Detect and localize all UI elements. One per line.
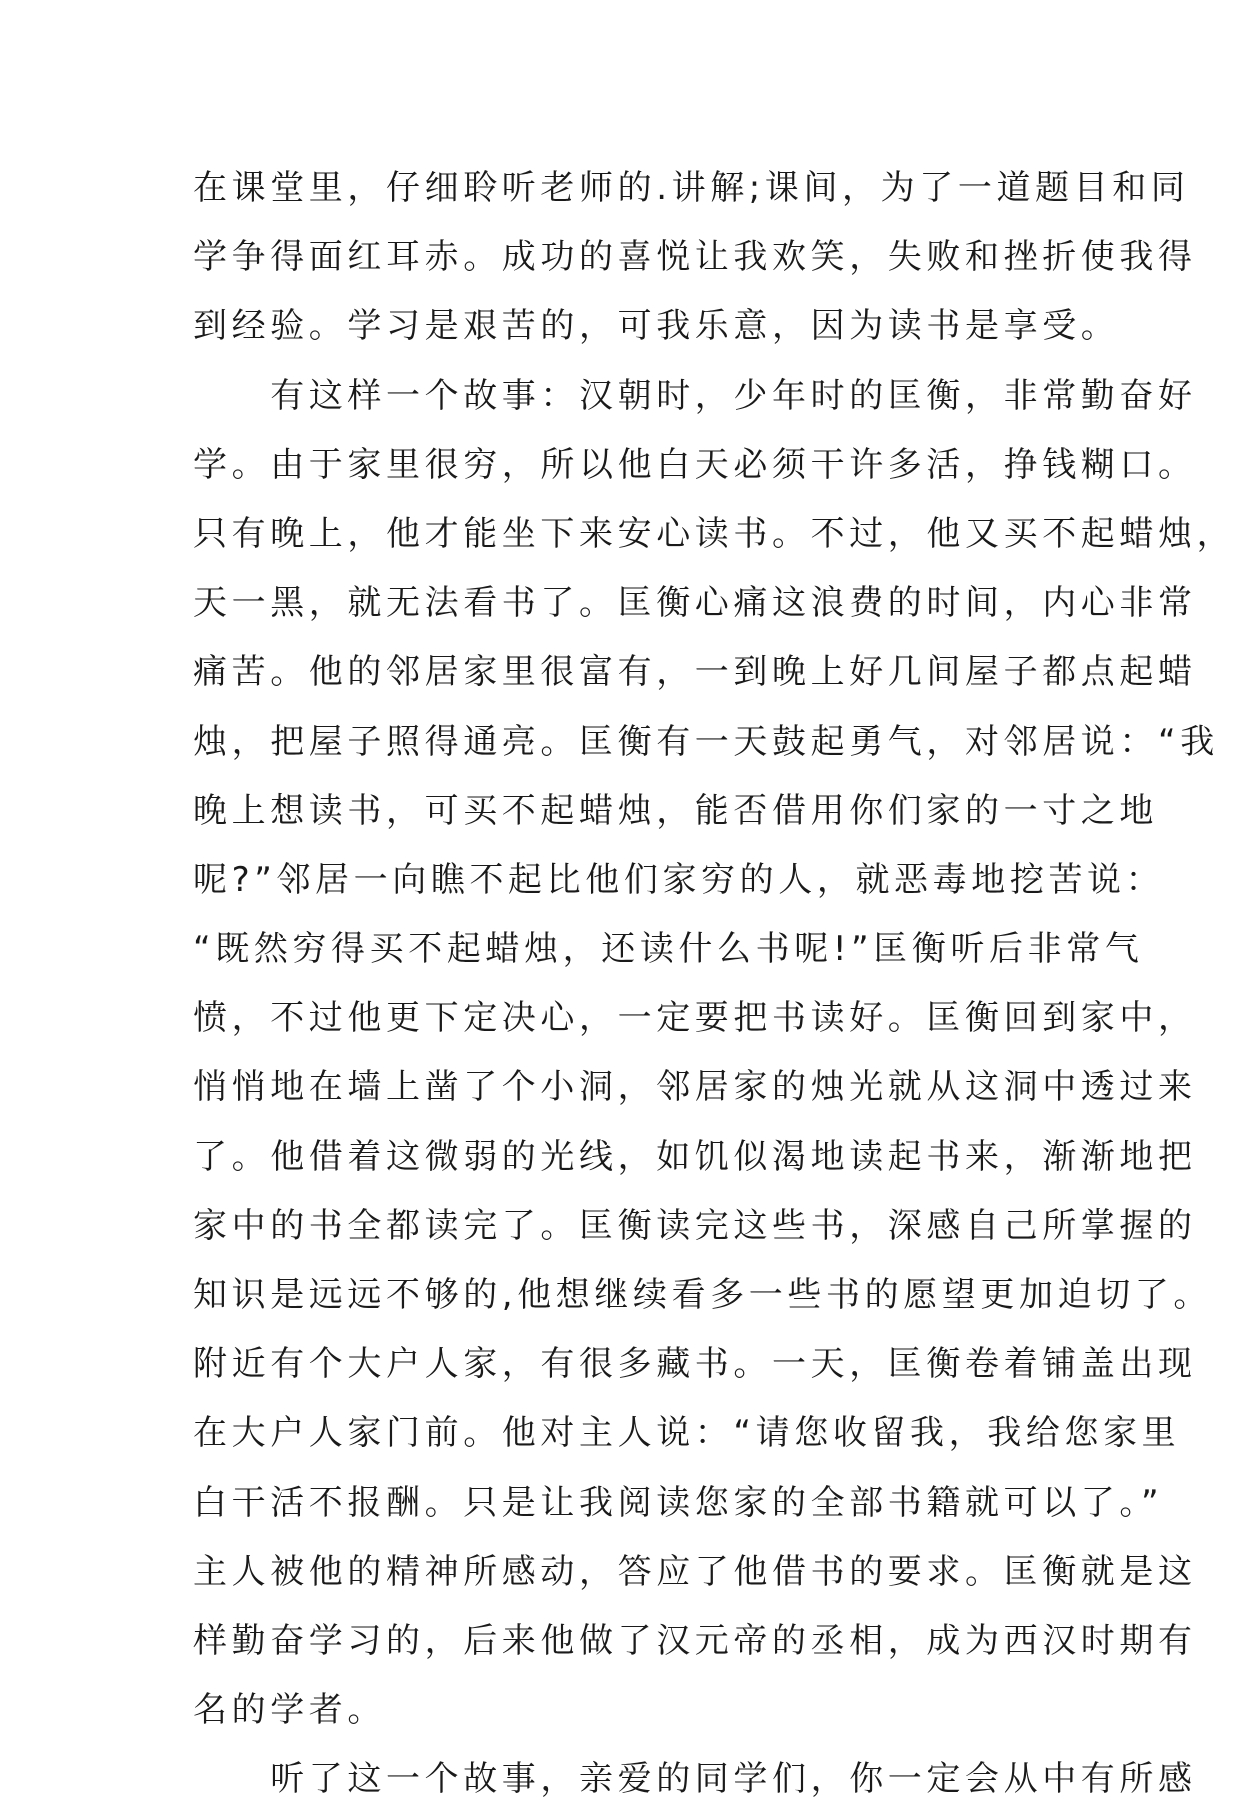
text-line: 名的学者。 <box>193 1690 386 1731</box>
text-line: 愤，不过他更下定决心，一定要把书读好。匡衡回到家中， <box>193 998 1197 1039</box>
text-line: 听了这一个故事，亲爱的同学们，你一定会从中有所感 <box>193 1759 1197 1800</box>
text-line: 家中的书全都读完了。匡衡读完这些书，深感自己所掌握的 <box>193 1205 1197 1246</box>
text-line: 在课堂里，仔细聆听老师的.讲解;课间，为了一道题目和同 <box>193 168 1190 208</box>
text-line: 悄悄地在墙上凿了个小洞，邻居家的烛光就从这洞中透过来 <box>193 1067 1197 1108</box>
text-line: 到经验。学习是艰苦的，可我乐意，因为读书是享受。 <box>193 306 1120 347</box>
text-line: 白干活不报酬。只是让我阅读您家的全部书籍就可以了。” <box>193 1482 1164 1523</box>
text-line: 烛，把屋子照得通亮。匡衡有一天鼓起勇气，对邻居说：“我 <box>193 721 1219 762</box>
text-line: 天一黑，就无法看书了。匡衡心痛这浪费的时间，内心非常 <box>193 583 1197 624</box>
text-line: 附近有个大户人家，有很多藏书。一天，匡衡卷着铺盖出现 <box>193 1344 1197 1385</box>
text-line: 主人被他的精神所感动，答应了他借书的要求。匡衡就是这 <box>193 1551 1197 1592</box>
body-text <box>193 154 1236 1815</box>
text-line: 晚上想读书，可买不起蜡烛，能否借用你们家的一寸之地 <box>193 790 1158 831</box>
text-line: 了。他借着这微弱的光线，如饥似渴地读起书来，渐渐地把 <box>193 1136 1197 1177</box>
text-line: 在大户人家门前。他对主人说：“请您收留我，我给您家里 <box>193 1413 1181 1454</box>
text-line: 只有晚上，他才能坐下来安心读书。不过，他又买不起蜡烛， <box>193 513 1236 554</box>
text-line: 学。由于家里很穷，所以他白天必须干许多活，挣钱糊口。 <box>193 444 1197 485</box>
text-line: 样勤奋学习的，后来他做了汉元帝的丞相，成为西汉时期有 <box>193 1620 1197 1661</box>
text-line: 知识是远远不够的,他想继续看多一些书的愿望更加迫切了。 <box>193 1275 1213 1315</box>
text-line: 学争得面红耳赤。成功的喜悦让我欢笑，失败和挫折使我得 <box>193 237 1197 278</box>
text-line: 呢?”邻居一向瞧不起比他们家穷的人，就恶毒地挖苦说： <box>193 859 1165 900</box>
text-line: 有这样一个故事：汉朝时，少年时的匡衡，非常勤奋好 <box>193 375 1197 416</box>
text-line: 痛苦。他的邻居家里很富有，一到晚上好几间屋子都点起蜡 <box>193 652 1197 693</box>
text-line: “既然穷得买不起蜡烛，还读什么书呢!”匡衡听后非常气 <box>193 929 1144 970</box>
